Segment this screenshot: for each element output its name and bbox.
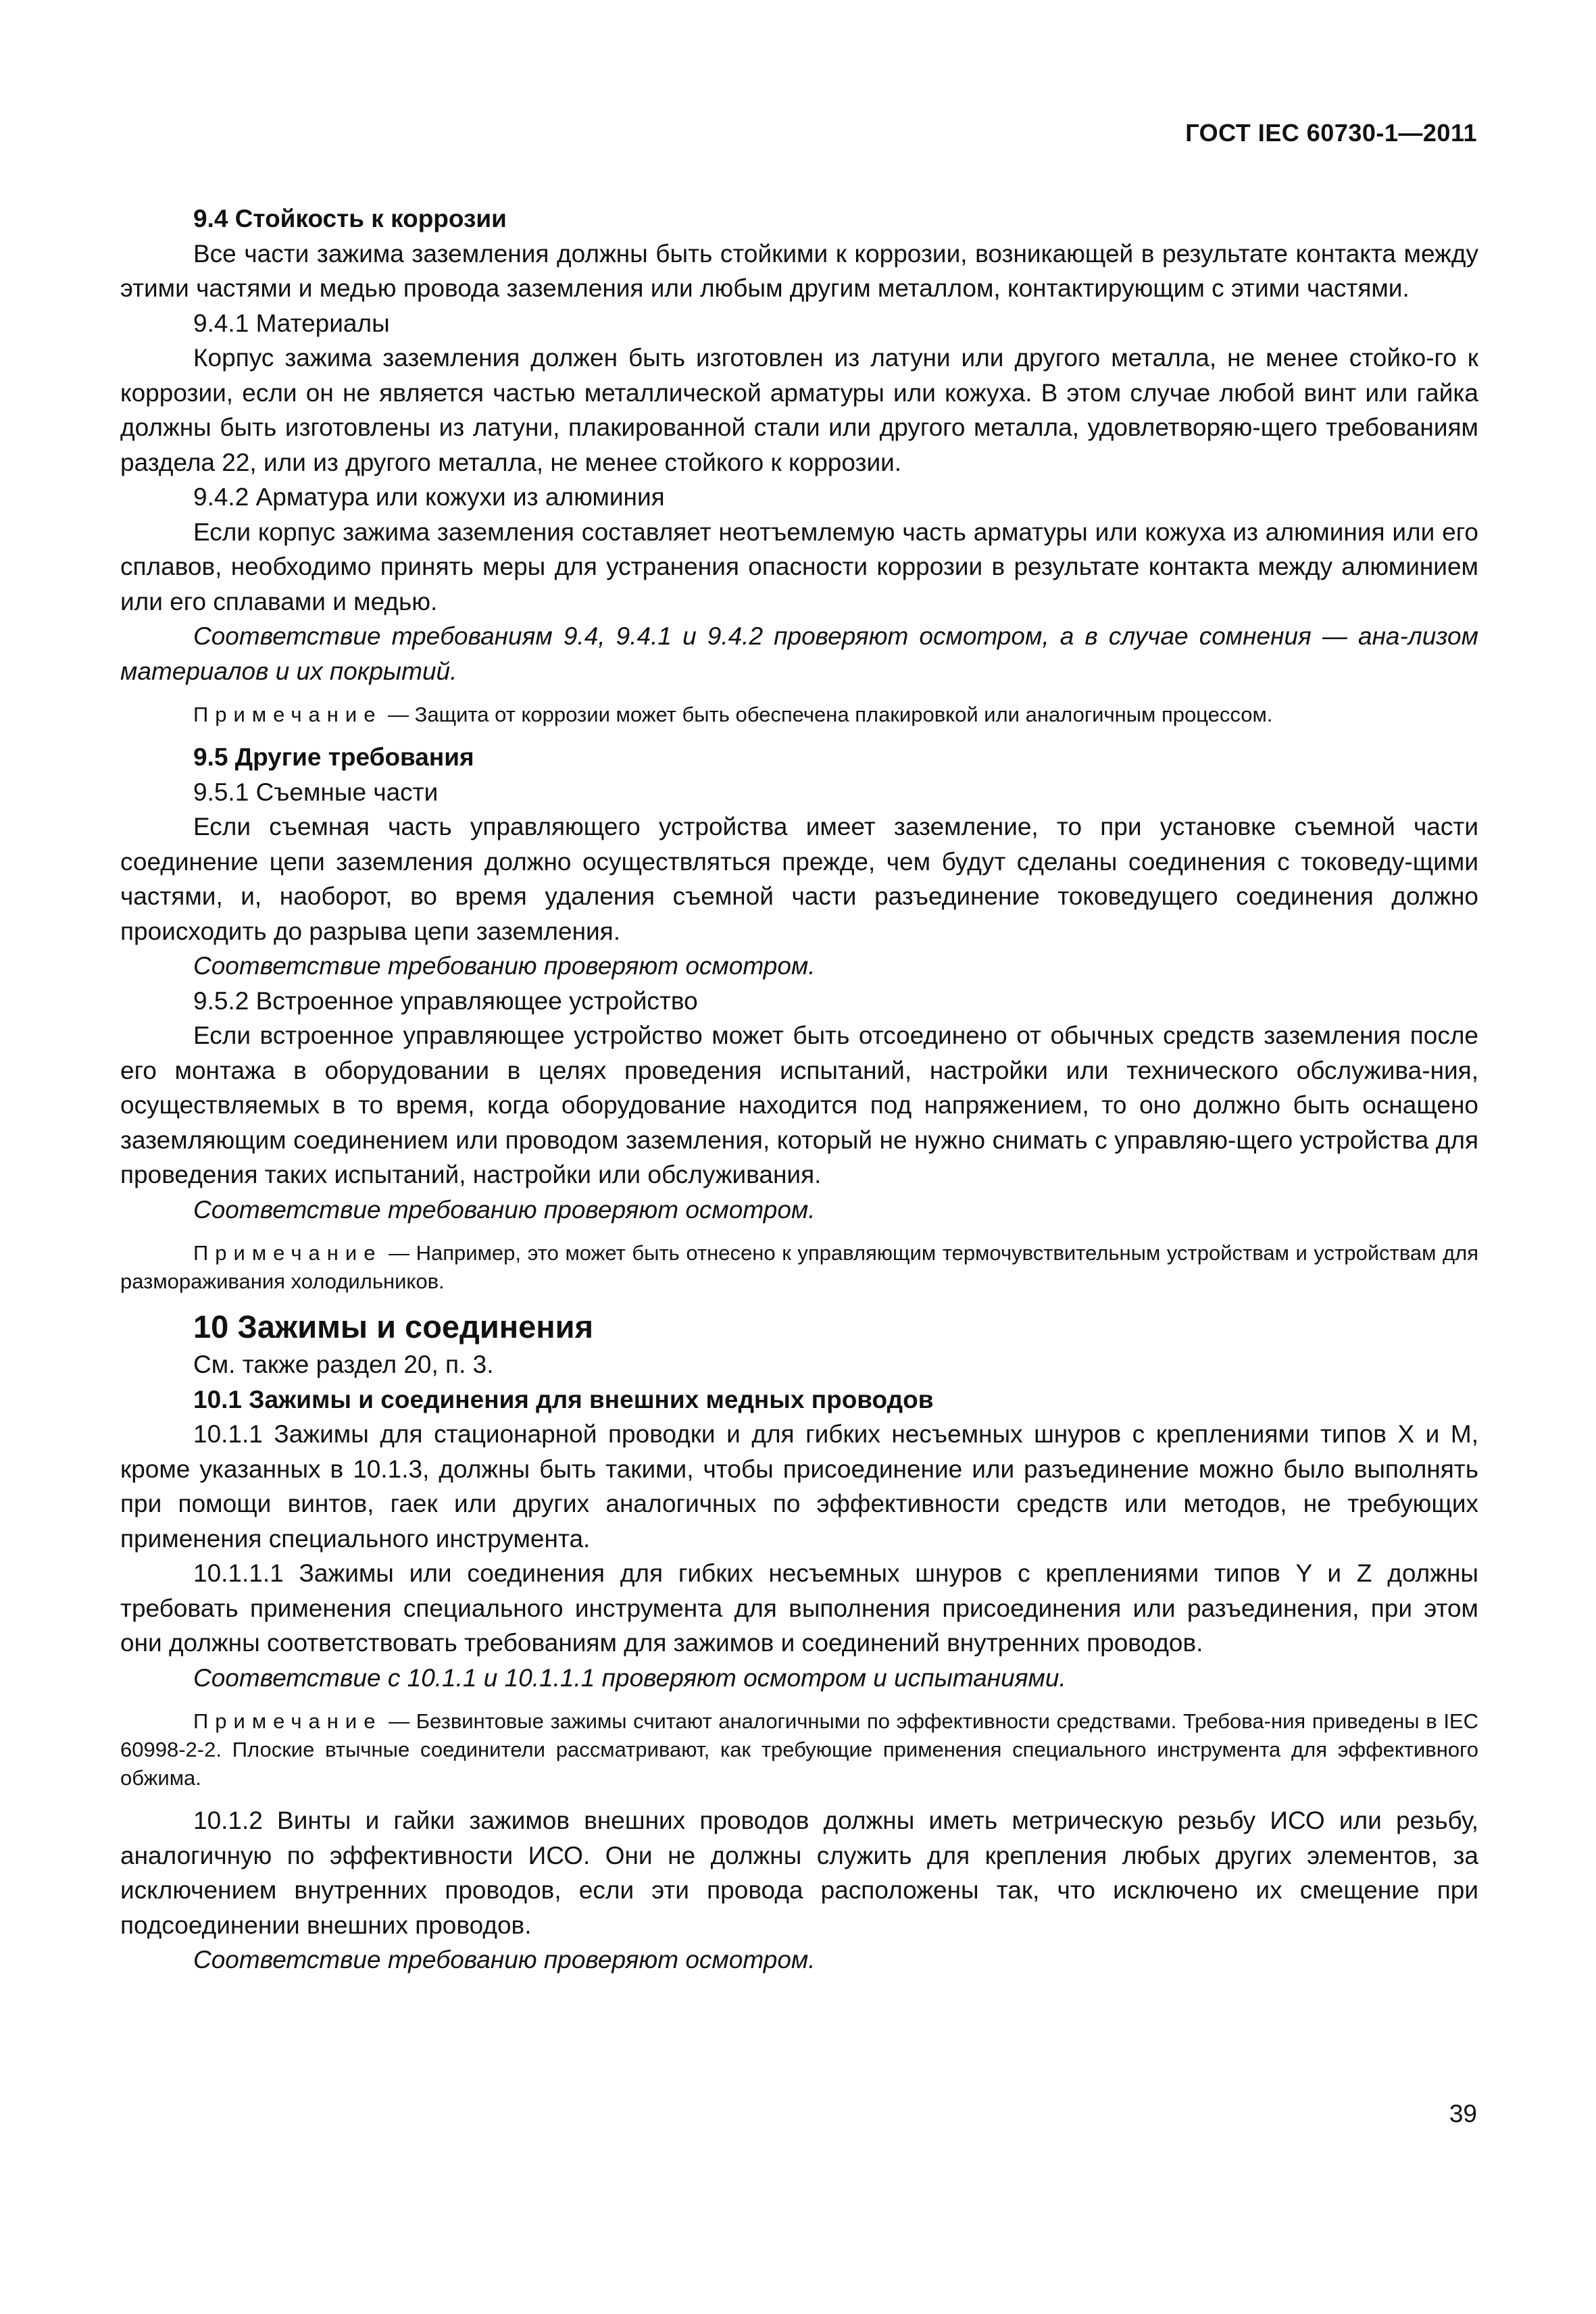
paragraph: Все части зажима заземления должны быть стойкими к коррозии, возникающей в результате контакта между этими частями и медью провода заземления или любым другим металлом, контактирующим с этими частями. — [120, 239, 1478, 302]
paragraph: 10.1.1.1 Зажимы или соединения для гибких несъемных шнуров с креплениями типов Y и Z должны требовать применения специального инструмента для выполнения присоединения или разъединения, при этом они должны соответствовать требованиям для зажимов и соединений внутренних проводов. — [120, 1559, 1478, 1657]
paragraph: 10.1.1 Зажимы для стационарной проводки и для гибких несъемных шнуров с креплениями типов X и M, кроме указанных в 10.1.3, должны быть такими, чтобы присоединение или разъединение можно было выполнять при помощи винтов, гаек или других аналогичных по эффективности средств или методов, не требующих применения специального инструмента. — [120, 1420, 1478, 1553]
subsection-heading-9-5-1: 9.5.1 Съемные части — [193, 778, 439, 806]
section-heading-10: 10 Зажимы и соединения — [193, 1309, 593, 1344]
paragraph: 10.1.2 Винты и гайки зажимов внешних проводов должны иметь метрическую резьбу ИСО или резьбу, аналогичную по эффективности ИСО. Они не должны служить для крепления любых других элементов, за исключением внутренних проводов, если эти провода расположены так, что исключено их смещение при подсоединении внешних проводов. — [120, 1807, 1478, 1939]
paragraph: Корпус зажима заземления должен быть изготовлен из латуни или другого металла, не менее стойко-го к коррозии, если он не является частью металлической арматуры или кожуха. В этом случае любой винт или гайка должны быть изготовлены из латуни, плакированной стали или другого металла, удовлетворяю-щего требованиям раздела 22, или из другого металла, не менее стойкого к коррозии. — [120, 344, 1478, 476]
note-text: — Безвинтовые зажимы считают аналогичными по эффективности средствами. Требова-ния приведены в IEC 60998-2-2. Плоские втычные соединители рассматривают, как требующие применения специального инструмента для эффективного обжима. — [120, 1709, 1478, 1790]
section-heading-9-4: 9.4 Стойкость к коррозии — [193, 205, 507, 232]
note — [120, 701, 1478, 729]
document-header: ГОСТ IEC 60730-1—2011 — [1185, 119, 1477, 147]
subsection-heading-9-4-1: 9.4.1 Материалы — [193, 309, 390, 337]
see-also: См. также раздел 20, п. 3. — [193, 1351, 494, 1378]
note-text: — Например, это может быть отнесено к управляющим термочувствительным устройствам и устройствам для размораживания холодильников. — [120, 1241, 1478, 1293]
compliance-statement: Соответствие требованию проверяют осмотром. — [193, 1946, 816, 1973]
paragraph: Если встроенное управляющее устройство может быть отсоединено от обычных средств заземления после его монтажа в оборудовании в целях проведения испытаний, настройки или технического обслужива-ния, осуществляемых в то время, когда оборудование находится под напряжением, то оно должно быть оснащено заземляющим соединением или проводом заземления, который не нужно снимать с управляю-щего устройства для проведения таких испытаний, настройки или обслуживания. — [120, 1022, 1478, 1188]
note — [120, 1707, 1478, 1792]
subsection-heading-9-5-2: 9.5.2 Встроенное управляющее устройство — [193, 986, 698, 1015]
section-heading-10-1: 10.1 Зажимы и соединения для внешних медных проводов — [193, 1385, 934, 1413]
note — [120, 1239, 1478, 1296]
note-label: Примечание — [193, 703, 382, 726]
paragraph: Если корпус зажима заземления составляет неотъемлемую часть арматуры или кожуха из алюминия или его сплавов, необходимо принять меры для устранения опасности коррозии в результате контакта между алюминием или его сплавами и медью. — [120, 518, 1478, 615]
compliance-statement: Соответствие требованиям 9.4, 9.4.1 и 9.4.2 проверяют осмотром, а в случае сомнения — ана-лизом материалов и их покрытий. — [120, 622, 1478, 685]
compliance-statement: Соответствие требованию проверяют осмотром. — [193, 1195, 816, 1224]
note-text: — Защита от коррозии может быть обеспечена плакировкой или аналогичным процессом. — [382, 703, 1273, 726]
note-label: Примечание — [193, 1709, 382, 1733]
subsection-heading-9-4-2: 9.4.2 Арматура или кожухи из алюминия — [193, 483, 665, 511]
compliance-statement: Соответствие с 10.1.1 и 10.1.1.1 проверяют осмотром и испытаниями. — [193, 1663, 1066, 1692]
compliance-statement: Соответствие требованию проверяют осмотром. — [193, 952, 816, 980]
paragraph: Если съемная часть управляющего устройства имеет заземление, то при установке съемной части соединение цепи заземления должно осуществляться прежде, чем будут сделаны соединения с токоведу-щими частями, и, наоборот, во время удаления съемной части разъединение токоведущего соединения должно происходить до разрыва цепи заземления. — [120, 813, 1478, 945]
section-heading-9-5: 9.5 Другие требования — [193, 743, 474, 771]
page-number: 39 — [1449, 2100, 1477, 2128]
document-body — [120, 201, 1478, 1978]
note-label: Примечание — [193, 1241, 382, 1265]
